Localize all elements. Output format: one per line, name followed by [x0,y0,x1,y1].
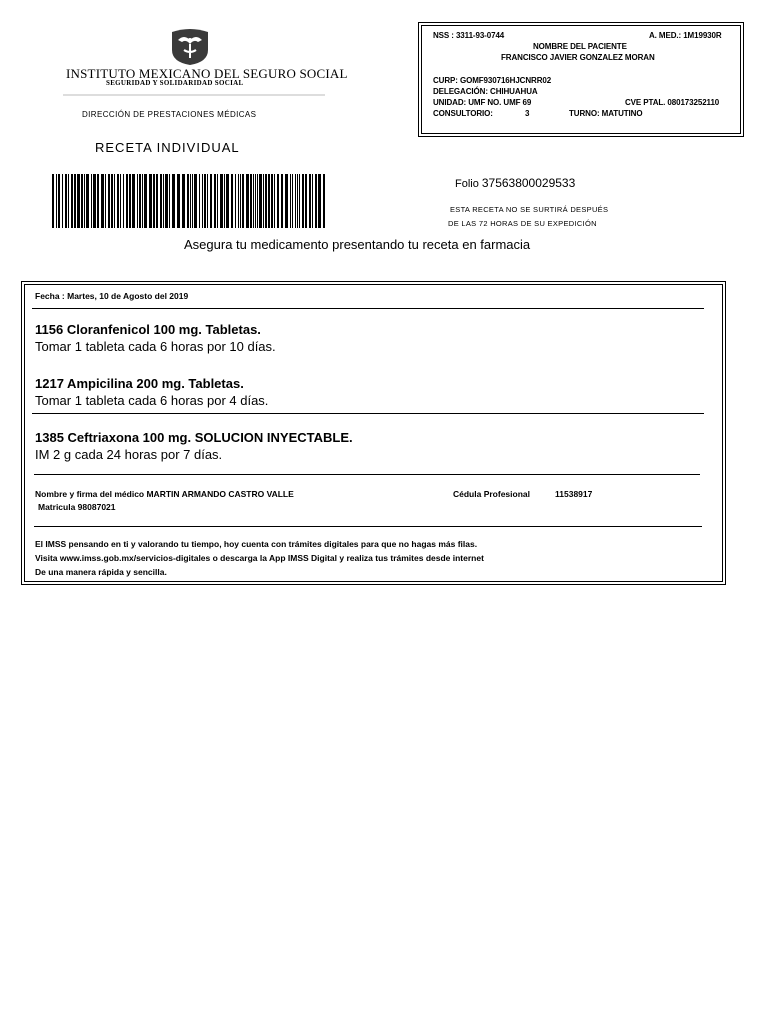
barcode-bar [253,174,254,228]
barcode-bar [210,174,212,228]
barcode-bar [58,174,60,228]
barcode-bar [163,174,164,228]
patient-info-box [418,22,744,137]
a-med: A. MED.: 1M19930R [649,31,722,40]
barcode-bar [190,174,191,228]
barcode-bar [202,174,203,228]
barcode-bar [199,174,200,228]
barcode-bar [297,174,298,228]
barcode-bar [259,174,262,228]
prescription-box [21,281,726,585]
warning-line-1: ESTA RECETA NO SE SURTIRÁ DESPUÉS [450,205,609,214]
barcode-bar [77,174,80,228]
barcode-bar [207,174,208,228]
folio-value: 37563800029533 [481,176,576,190]
barcode-bar [101,174,104,228]
direction-label: DIRECCIÓN DE PRESTACIONES MÉDICAS [82,110,257,119]
barcode-bar [226,174,229,228]
barcode-bar [114,174,115,228]
barcode-bar [97,174,99,228]
document-title: RECETA INDIVIDUAL [95,140,240,155]
medication-2-instructions: Tomar 1 tableta cada 6 horas por 4 días. [35,393,269,408]
cedula-label: Cédula Profesional [453,489,530,499]
cedula-value: 11538917 [555,489,593,499]
barcode-bar [74,174,76,228]
barcode-bar [235,174,236,228]
patient-name: FRANCISCO JAVIER GONZALEZ MORAN [501,53,655,62]
barcode-bar [149,174,152,228]
medication-2-name: 1217 Ampicilina 200 mg. Tabletas. [35,376,244,391]
barcode-bar [250,174,252,228]
folio-label: Folio [455,178,479,190]
barcode-bar [120,174,121,228]
barcode-bar [204,174,206,228]
medication-3-instructions: IM 2 g cada 24 horas por 7 días. [35,447,223,462]
barcode-bar [132,174,135,228]
barcode-bar [246,174,249,228]
barcode-bar [220,174,223,228]
barcode-bar [172,174,175,228]
barcode-bar [84,174,85,228]
barcode-bar [268,174,270,228]
barcode-bar [224,174,225,228]
barcode-bar [312,174,313,228]
barcode-bar [295,174,296,228]
pharmacy-notice: Asegura tu medicamento presentando tu receta en farmacia [184,237,531,252]
barcode-bar [217,174,218,228]
barcode-bar [214,174,216,228]
barcode-bar [242,174,244,228]
barcode-bar [302,174,304,228]
barcode-bar [71,174,73,228]
barcode-bar [177,174,180,228]
barcode-bar [111,174,113,228]
unidad: UNIDAD: UMF NO. UMF 69 [433,98,532,107]
barcode-bar [309,174,311,228]
barcode-bar [165,174,168,228]
barcode-bar [182,174,185,228]
barcode-bar [117,174,119,228]
barcode-bar [238,174,239,228]
consultorio-label: CONSULTORIO: [433,109,493,118]
barcode-bar [231,174,233,228]
barcode-bar [126,174,128,228]
barcode-bar [52,174,54,228]
barcode-bar [257,174,258,228]
barcode-bar [323,174,325,228]
barcode-bar [192,174,193,228]
barcode-bar [105,174,106,228]
barcode-bar [56,174,57,228]
prescription-date: Fecha : Martes, 10 de Agosto del 2019 [35,291,189,301]
barcode-bar [68,174,69,228]
footer-line-3: De una manera rápida y sencilla. [35,567,167,577]
barcode-bar [139,174,141,228]
barcode-bar [299,174,300,228]
barcode-bar [123,174,124,228]
institution-name: INSTITUTO MEXICANO DEL SEGURO SOCIAL [66,66,348,81]
imss-eagle-logo-icon [168,28,212,66]
barcode-bar [263,174,264,228]
cve-ptal: CVE PTAL. 080173252110 [625,98,720,107]
barcode-bar [265,174,267,228]
doctor-name: Nombre y firma del médico MARTIN ARMANDO CASTRO VALLE [35,489,294,499]
patient-name-label: NOMBRE DEL PACIENTE [533,42,627,51]
barcode-bar [142,174,143,228]
barcode-bar [318,174,321,228]
turno: TURNO: MATUTINO [569,109,643,118]
barcode-bar [91,174,92,228]
date-divider [32,308,704,309]
barcode-bar [65,174,67,228]
barcode-bar [160,174,162,228]
barcode-bar [156,174,158,228]
barcode-bar [277,174,279,228]
barcode-bar [187,174,189,228]
medication-3-name: 1385 Ceftriaxona 100 mg. SOLUCION INYECTABLE. [35,430,353,445]
barcode-bar [144,174,147,228]
barcode-bar [153,174,155,228]
barcode-bar [86,174,89,228]
barcode-bar [285,174,288,228]
barcode-bar [81,174,83,228]
consultorio: 3 [525,109,530,118]
institution-subtitle: SEGURIDAD Y SOLIDARIDAD SOCIAL [106,79,244,87]
barcode-bar [315,174,317,228]
header-divider [63,94,325,96]
footer-line-1: El IMSS pensando en ti y valorando tu tiempo, hoy cuenta con trámites digitales para que no hagas más filas. [35,539,478,549]
barcode-bar [129,174,131,228]
folio [455,176,575,190]
footer-divider [34,526,702,527]
barcode-bar [62,174,63,228]
footer-line-2: Visita www.imss.gob.mx/servicios-digitales o descarga la App IMSS Digital y realiza tus trámites desde internet [35,553,484,563]
barcode-bar [305,174,307,228]
warning-line-2: DE LAS 72 HORAS DE SU EXPEDICIÓN [448,219,597,228]
medication-1-instructions: Tomar 1 tableta cada 6 horas por 10 días. [35,339,276,354]
delegacion: DELEGACIÓN: CHIHUAHUA [433,87,538,96]
barcode-bar [274,174,275,228]
nss: NSS : 3311-93-0744 [433,31,505,40]
barcode-bar [93,174,96,228]
barcode-bar [240,174,241,228]
barcode-bar [108,174,110,228]
barcode-bar [255,174,256,228]
barcode-bar [281,174,283,228]
barcode-bar [290,174,291,228]
barcode-bar [137,174,138,228]
medication-1-name: 1156 Cloranfenicol 100 mg. Tabletas. [35,322,261,337]
signature-divider [34,474,700,475]
barcode [52,174,326,228]
barcode-bar [271,174,273,228]
medication-divider [32,413,704,414]
curp: CURP: GOMF930716HJCNRR02 [433,76,552,85]
matricula: Matricula 98087021 [38,502,116,512]
barcode-bar [169,174,170,228]
barcode-bar [194,174,197,228]
barcode-bar [292,174,293,228]
